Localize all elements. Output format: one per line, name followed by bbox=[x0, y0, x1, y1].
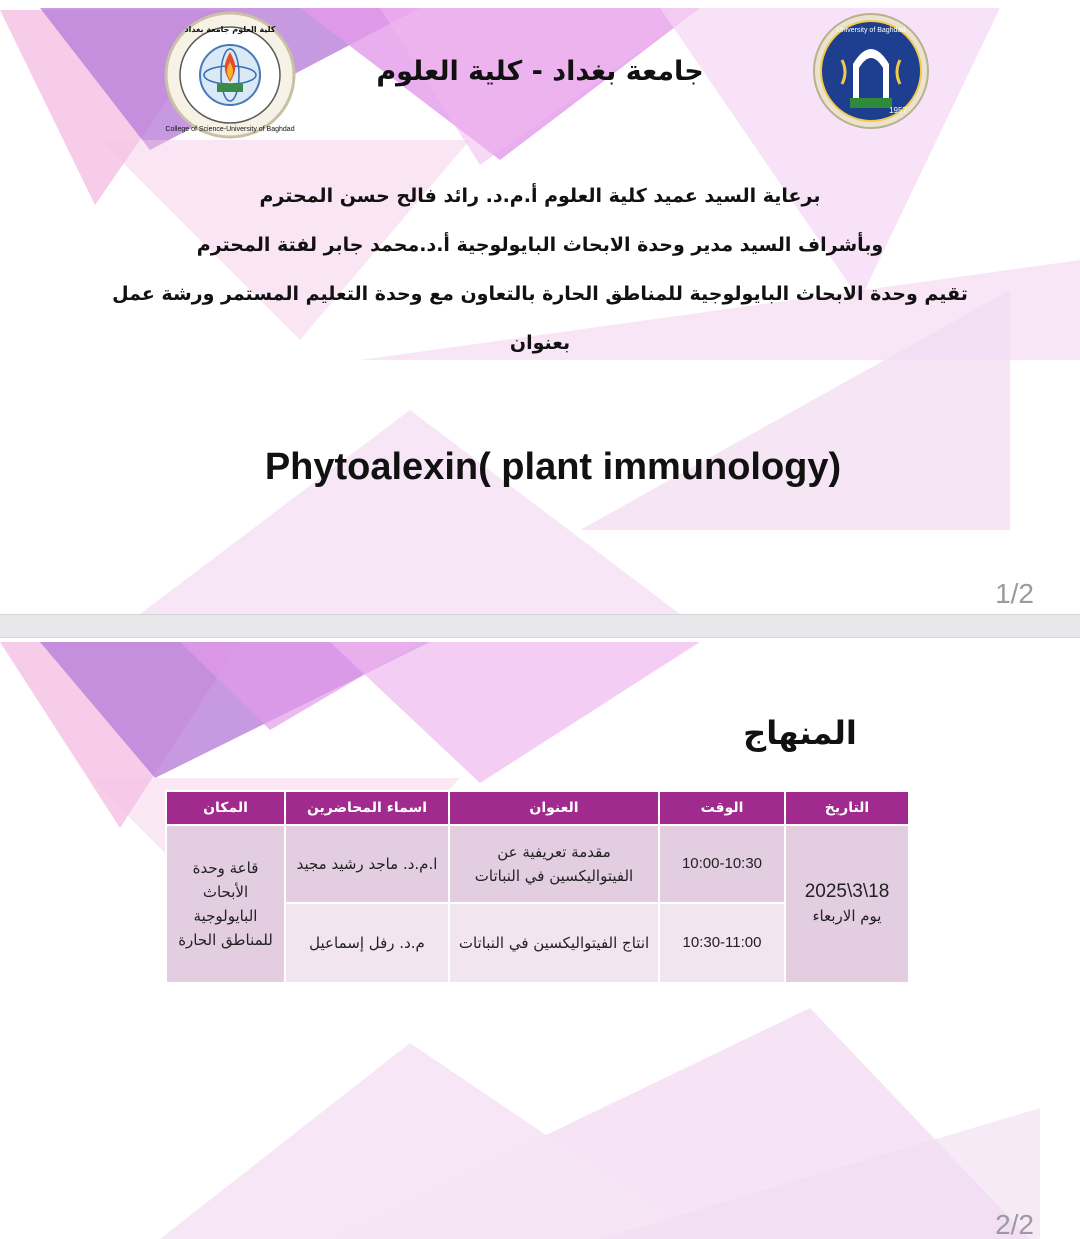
header-place: المكان bbox=[166, 791, 285, 825]
header-title: العنوان bbox=[449, 791, 659, 825]
time-cell: 10:00-10:30 bbox=[659, 825, 785, 903]
header-time: الوقت bbox=[659, 791, 785, 825]
intro-line-titled: بعنوان bbox=[509, 332, 571, 354]
svg-text:University of Baghdad: University of Baghdad bbox=[836, 27, 906, 34]
svg-text:كلية العلوم جامعة بغداد: كلية العلوم جامعة بغداد bbox=[184, 25, 276, 34]
college-of-science-logo bbox=[163, 10, 297, 140]
svg-text:College of Science-University: College of Science-University of Baghdad bbox=[165, 126, 295, 133]
slide-page-1 bbox=[0, 0, 1080, 614]
intro-line-workshop: تقيم وحدة الابحاث البايولوجية للمناطق الحارة بالتعاون مع وحدة التعليم المستمر ورشة عمل bbox=[112, 283, 968, 305]
intro-line-supervision: وبأشراف السيد مدير وحدة الابحاث البايولوجية أ.د.محمد جابر لفتة المحترم bbox=[196, 234, 884, 256]
page-separator bbox=[0, 614, 1080, 638]
svg-text:1957: 1957 bbox=[889, 106, 907, 115]
header-date: التاريخ bbox=[785, 791, 909, 825]
university-title: جامعة بغداد - كلية العلوم bbox=[376, 56, 704, 87]
table-header-row bbox=[166, 791, 909, 825]
lecturer-cell: ا.م.د. ماجد رشيد مجيد bbox=[285, 825, 449, 903]
place-cell: قاعة وحدة الأبحاث البايولوجية للمناطق الحارة bbox=[166, 825, 285, 983]
schedule-table bbox=[165, 790, 910, 984]
page-number: 1/2 bbox=[995, 578, 1034, 609]
workshop-title: Phytoalexin( plant immunology) bbox=[264, 446, 842, 488]
lecturer-cell: م.د. رفل إسماعيل bbox=[285, 903, 449, 983]
table-row bbox=[166, 825, 909, 903]
title-cell: انتاج الفيتواليكسين في النباتات bbox=[449, 903, 659, 983]
slide-page-2 bbox=[0, 638, 1080, 1239]
intro-text bbox=[110, 172, 970, 368]
date-value: 2025\3\18 bbox=[804, 881, 890, 902]
section-title: المنهاج bbox=[743, 714, 857, 752]
university-of-baghdad-logo bbox=[812, 12, 930, 130]
day-value: يوم الاربعاء bbox=[812, 907, 882, 925]
page-number: 2/2 bbox=[995, 1209, 1034, 1239]
time-cell: 10:30-11:00 bbox=[659, 903, 785, 983]
header-lecturers: اسماء المحاضرين bbox=[285, 791, 449, 825]
intro-line-patronage: برعاية السيد عميد كلية العلوم أ.م.د. رائد فالح حسن المحترم bbox=[259, 185, 821, 207]
date-cell bbox=[785, 825, 909, 983]
title-cell: مقدمة تعريفية عن الفيتواليكسين في النباتات bbox=[449, 825, 659, 903]
